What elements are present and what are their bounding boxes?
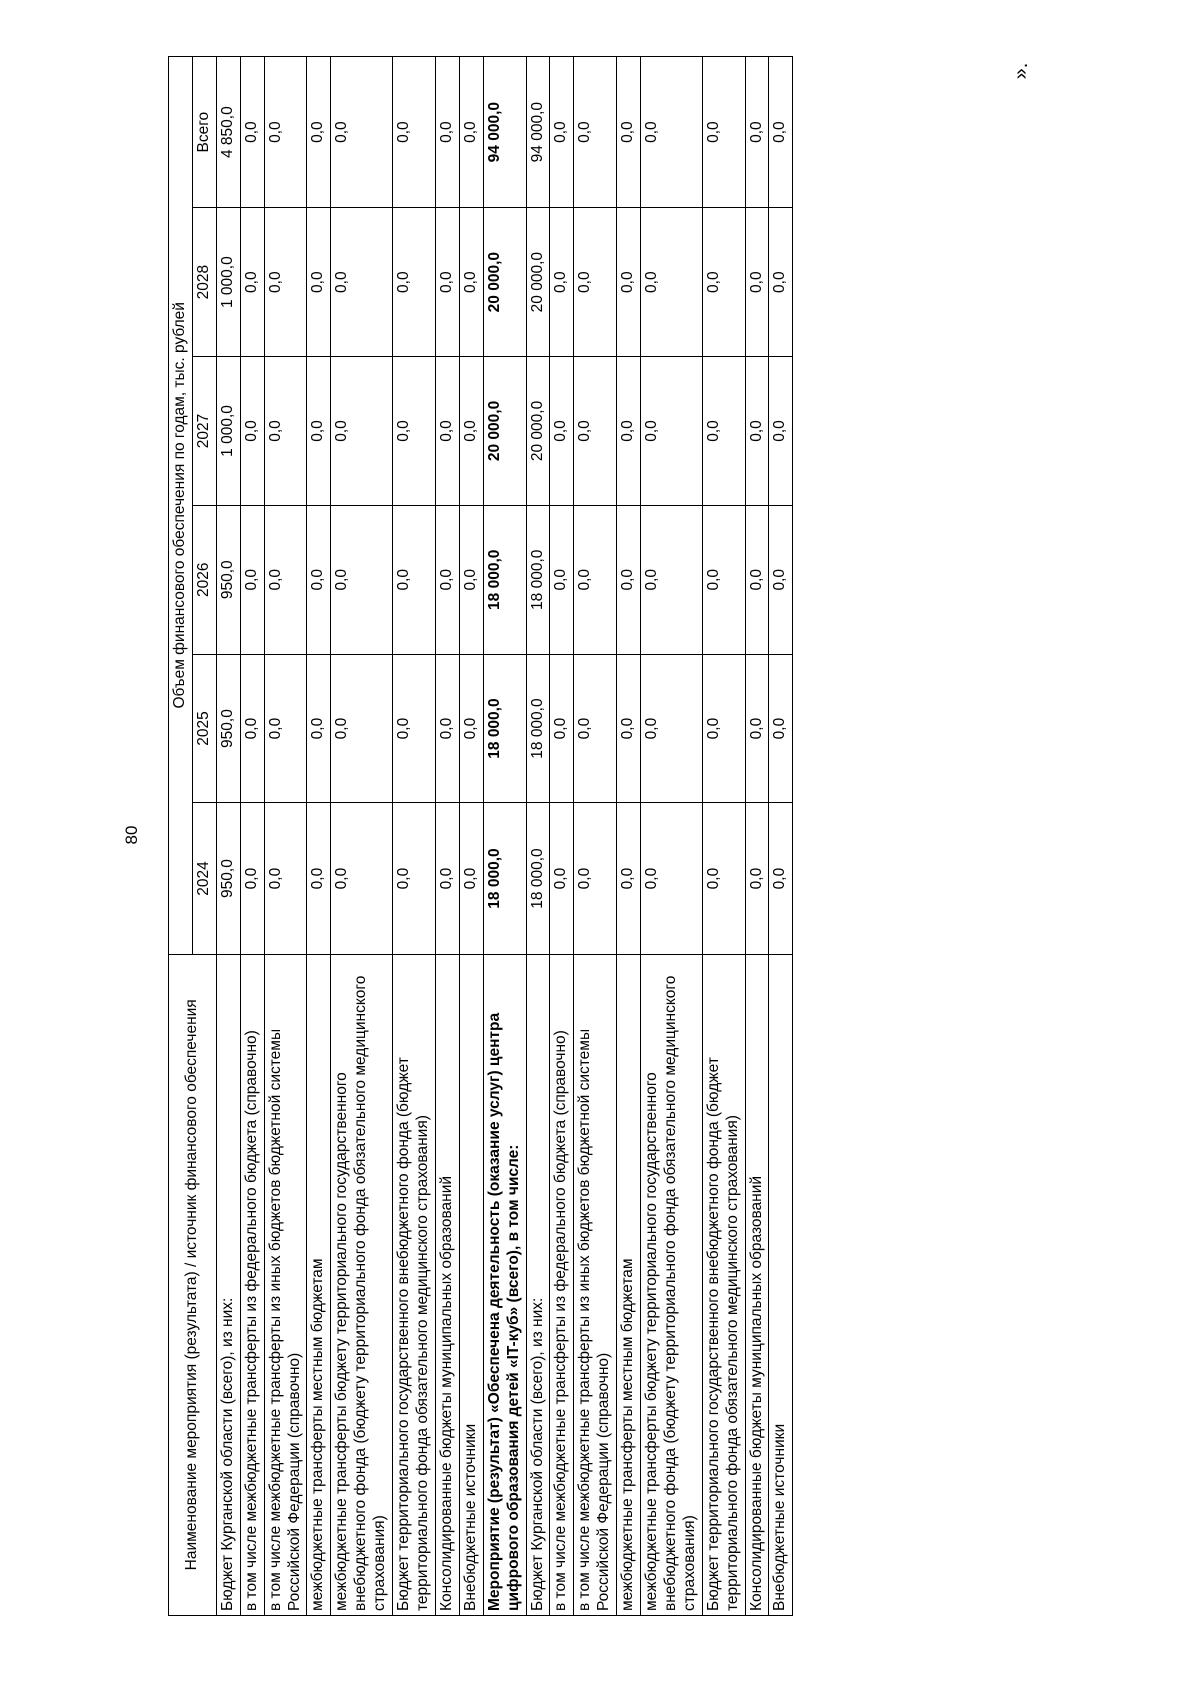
row-value-cell: 20 000,0: [483, 357, 526, 506]
row-name-cell: Консолидированные бюджеты муниципальных образований: [745, 954, 769, 1615]
row-value-cell: 1 000,0: [216, 357, 240, 506]
row-value-cell: 0,0: [435, 57, 459, 208]
row-value-cell: 0,0: [745, 57, 769, 208]
row-value-cell: 0,0: [264, 803, 307, 954]
row-value-cell: 0,0: [331, 803, 393, 954]
row-value-cell: 0,0: [307, 357, 331, 506]
row-name-cell: Консолидированные бюджеты муниципальных образований: [435, 954, 459, 1615]
row-value-cell: 0,0: [459, 803, 483, 954]
table-row: [641, 57, 703, 1616]
row-value-cell: 0,0: [459, 57, 483, 208]
row-value-cell: 950,0: [216, 505, 240, 654]
row-value-cell: 0,0: [435, 654, 459, 803]
row-name-cell: межбюджетные трансферты местным бюджетам: [307, 954, 331, 1615]
row-name-cell: в том числе межбюджетные трансферты из федерального бюджета (справочно): [240, 954, 264, 1615]
name-column-header: Наименование мероприятия (результата) / источник финансового обеспечения: [169, 954, 217, 1615]
row-value-cell: 0,0: [617, 803, 641, 954]
year-header: 2028: [192, 208, 216, 357]
row-value-cell: 0,0: [702, 505, 745, 654]
row-name-cell: Бюджет территориального государственного внебюджетного фонда (бюджет территориального фонда обязательного медицинского страхования): [393, 954, 436, 1615]
row-value-cell: 0,0: [331, 57, 393, 208]
table-row: [550, 57, 574, 1616]
row-value-cell: 0,0: [240, 357, 264, 506]
row-value-cell: 0,0: [574, 208, 617, 357]
row-value-cell: 0,0: [574, 505, 617, 654]
table-body: [216, 57, 793, 1616]
row-value-cell: 0,0: [264, 654, 307, 803]
row-value-cell: 0,0: [550, 57, 574, 208]
row-value-cell: 0,0: [393, 803, 436, 954]
table-row: [331, 57, 393, 1616]
table-row: [526, 57, 550, 1616]
row-value-cell: 0,0: [459, 505, 483, 654]
row-value-cell: 0,0: [769, 505, 793, 654]
closing-quote-mark: ».: [1010, 62, 1032, 80]
row-value-cell: 0,0: [574, 654, 617, 803]
row-value-cell: 0,0: [550, 505, 574, 654]
row-value-cell: 0,0: [331, 505, 393, 654]
row-name-cell: Бюджет Курганской области (всего), из них:: [526, 954, 550, 1615]
row-value-cell: 950,0: [216, 654, 240, 803]
row-value-cell: 0,0: [641, 357, 703, 506]
row-value-cell: 0,0: [393, 57, 436, 208]
table-row: [264, 57, 307, 1616]
row-name-cell: межбюджетные трансферты бюджету территориального государственного внебюджетного фонда (бюджету территориального фонда обязательного медицинского страхования): [641, 954, 703, 1615]
table-row: [745, 57, 769, 1616]
row-value-cell: 0,0: [641, 208, 703, 357]
row-value-cell: 0,0: [617, 57, 641, 208]
row-value-cell: 0,0: [641, 803, 703, 954]
row-value-cell: 20 000,0: [526, 208, 550, 357]
row-value-cell: 18 000,0: [526, 505, 550, 654]
row-value-cell: 0,0: [574, 803, 617, 954]
year-header: 2025: [192, 654, 216, 803]
row-value-cell: 18 000,0: [483, 803, 526, 954]
table-row: [617, 57, 641, 1616]
year-header: 2027: [192, 357, 216, 506]
row-value-cell: 20 000,0: [526, 357, 550, 506]
rotated-table-container: [168, 56, 1008, 1616]
row-value-cell: 0,0: [574, 57, 617, 208]
table-row: [393, 57, 436, 1616]
table-row: [307, 57, 331, 1616]
row-name-cell: Бюджет территориального государственного внебюджетного фонда (бюджет территориального фонда обязательного медицинского страхования): [702, 954, 745, 1615]
row-value-cell: 4 850,0: [216, 57, 240, 208]
row-name-cell: в том числе межбюджетные трансферты из федерального бюджета (справочно): [550, 954, 574, 1615]
row-value-cell: 0,0: [550, 208, 574, 357]
row-value-cell: 0,0: [393, 357, 436, 506]
row-value-cell: 0,0: [435, 505, 459, 654]
row-value-cell: 0,0: [459, 357, 483, 506]
row-value-cell: 0,0: [393, 654, 436, 803]
row-value-cell: 0,0: [641, 654, 703, 803]
row-value-cell: 0,0: [745, 357, 769, 506]
row-value-cell: 0,0: [550, 803, 574, 954]
year-header: 2026: [192, 505, 216, 654]
row-value-cell: 94 000,0: [526, 57, 550, 208]
row-name-cell: Мероприятие (результат) «Обеспечена деятельность (оказание услуг) центра цифрового образования детей «IT-куб» (всего), в том числе:: [483, 954, 526, 1615]
row-value-cell: 0,0: [641, 505, 703, 654]
row-value-cell: 0,0: [550, 357, 574, 506]
row-value-cell: 0,0: [240, 654, 264, 803]
row-value-cell: 0,0: [307, 505, 331, 654]
row-value-cell: 0,0: [617, 357, 641, 506]
row-value-cell: 0,0: [307, 57, 331, 208]
row-value-cell: 0,0: [435, 357, 459, 506]
row-value-cell: 0,0: [264, 208, 307, 357]
row-value-cell: 0,0: [769, 57, 793, 208]
row-name-cell: межбюджетные трансферты бюджету территориального государственного внебюджетного фонда (бюджету территориального фонда обязательного медицинского страхования): [331, 954, 393, 1615]
table-row: [435, 57, 459, 1616]
row-value-cell: 0,0: [550, 654, 574, 803]
row-name-cell: Внебюджетные источники: [459, 954, 483, 1615]
row-value-cell: 0,0: [617, 654, 641, 803]
row-name-cell: в том числе межбюджетные трансферты из иных бюджетов бюджетной системы Российской Федерации (справочно): [264, 954, 307, 1615]
page-number: 80: [122, 825, 141, 845]
table-row: [769, 57, 793, 1616]
row-value-cell: 0,0: [459, 208, 483, 357]
row-value-cell: 94 000,0: [483, 57, 526, 208]
table-row: [216, 57, 240, 1616]
row-value-cell: 0,0: [264, 505, 307, 654]
row-value-cell: 0,0: [574, 357, 617, 506]
row-value-cell: 0,0: [769, 208, 793, 357]
row-value-cell: 0,0: [240, 208, 264, 357]
row-value-cell: 0,0: [331, 357, 393, 506]
table-row: [483, 57, 526, 1616]
year-header: 2024: [192, 803, 216, 954]
row-name-cell: межбюджетные трансферты местным бюджетам: [617, 954, 641, 1615]
row-value-cell: 0,0: [617, 505, 641, 654]
row-value-cell: 0,0: [745, 208, 769, 357]
row-value-cell: 0,0: [307, 803, 331, 954]
row-value-cell: 0,0: [617, 208, 641, 357]
row-value-cell: 950,0: [216, 803, 240, 954]
table-row: [240, 57, 264, 1616]
row-value-cell: 0,0: [769, 803, 793, 954]
row-value-cell: 0,0: [769, 654, 793, 803]
row-value-cell: 0,0: [702, 57, 745, 208]
table-row: [574, 57, 617, 1616]
row-value-cell: 18 000,0: [526, 803, 550, 954]
row-value-cell: 0,0: [745, 803, 769, 954]
row-name-cell: Внебюджетные источники: [769, 954, 793, 1615]
row-value-cell: 18 000,0: [526, 654, 550, 803]
row-value-cell: 0,0: [393, 505, 436, 654]
row-value-cell: 0,0: [307, 654, 331, 803]
row-value-cell: 0,0: [641, 57, 703, 208]
row-value-cell: 0,0: [331, 654, 393, 803]
row-value-cell: 18 000,0: [483, 654, 526, 803]
row-value-cell: 1 000,0: [216, 208, 240, 357]
row-value-cell: 0,0: [307, 208, 331, 357]
row-value-cell: 0,0: [702, 357, 745, 506]
row-value-cell: 0,0: [393, 208, 436, 357]
row-value-cell: 0,0: [459, 654, 483, 803]
row-value-cell: 0,0: [702, 208, 745, 357]
row-value-cell: 0,0: [240, 803, 264, 954]
row-value-cell: 20 000,0: [483, 208, 526, 357]
total-header: Всего: [192, 57, 216, 208]
row-value-cell: 0,0: [264, 357, 307, 506]
row-value-cell: 0,0: [435, 803, 459, 954]
row-name-cell: в том числе межбюджетные трансферты из иных бюджетов бюджетной системы Российской Федерации (справочно): [574, 954, 617, 1615]
row-value-cell: 0,0: [240, 505, 264, 654]
row-value-cell: 0,0: [745, 654, 769, 803]
row-value-cell: 0,0: [769, 357, 793, 506]
row-value-cell: 18 000,0: [483, 505, 526, 654]
row-name-cell: Бюджет Курганской области (всего), из них:: [216, 954, 240, 1615]
row-value-cell: 0,0: [435, 208, 459, 357]
table-row: [702, 57, 745, 1616]
row-value-cell: 0,0: [745, 505, 769, 654]
row-value-cell: 0,0: [702, 654, 745, 803]
table-row: [459, 57, 483, 1616]
financing-table: [168, 56, 793, 1616]
row-value-cell: 0,0: [264, 57, 307, 208]
row-value-cell: 0,0: [331, 208, 393, 357]
volume-header: Объем финансового обеспечения по годам, тыс. рублей: [169, 57, 193, 955]
row-value-cell: 0,0: [240, 57, 264, 208]
row-value-cell: 0,0: [702, 803, 745, 954]
